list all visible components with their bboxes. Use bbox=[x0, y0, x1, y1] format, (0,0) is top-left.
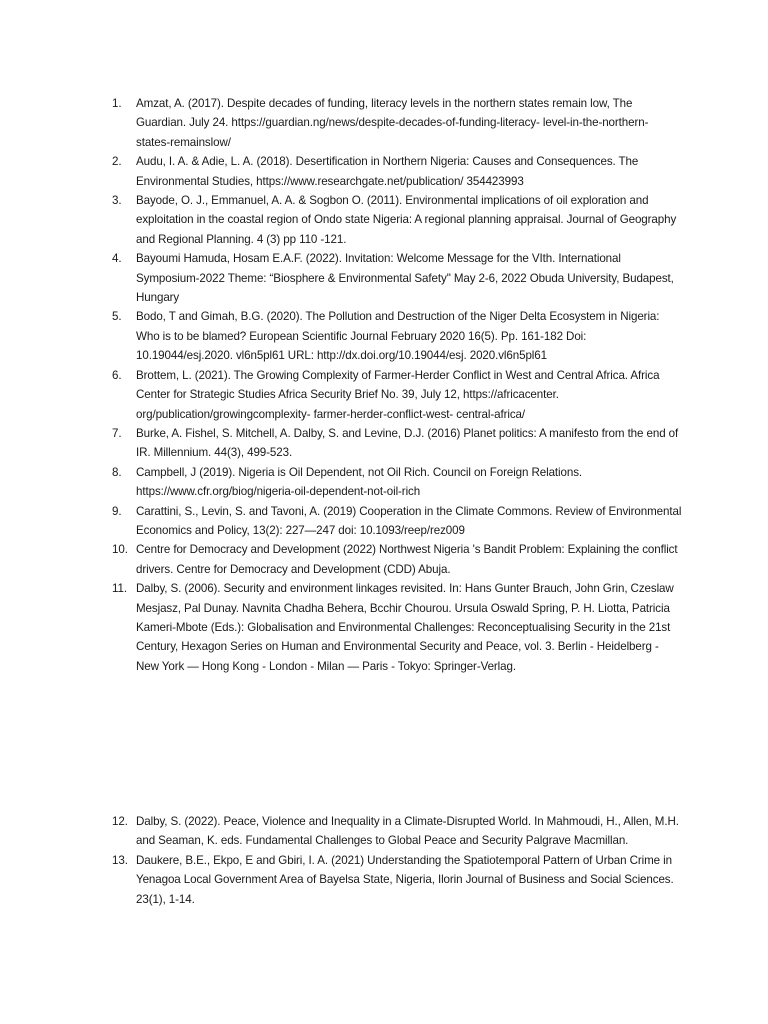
reference-text: Dalby, S. (2022). Peace, Violence and Inequality in a Climate-Disrupted World. In Mahmoudi, H., Allen, M.H. and Seaman, K. eds. Fundamental Challenges to Global Peace and Security Palgrave Macmillan. bbox=[136, 815, 679, 848]
reference-number: 12. bbox=[112, 815, 128, 828]
reference-number: 5. bbox=[112, 310, 122, 324]
reference-item bbox=[112, 851, 682, 909]
reference-item bbox=[112, 424, 682, 463]
reference-item bbox=[112, 307, 682, 365]
reference-item bbox=[112, 366, 682, 424]
reference-number: 4. bbox=[112, 252, 122, 266]
reference-text: Bayoumi Hamuda, Hosam E.A.F. (2022). Invitation: Welcome Message for the VIth. International Symposium-2022 Theme: “Biosphere & Environmental Safety" May 2-6, 2022 Obuda University, Budapest, Hungary bbox=[136, 252, 674, 305]
reference-number: 13. bbox=[112, 853, 128, 867]
reference-number: 7. bbox=[112, 426, 122, 440]
reference-number: 11. bbox=[112, 582, 127, 596]
reference-item bbox=[112, 94, 682, 152]
reference-number: 3. bbox=[112, 194, 122, 208]
reference-item bbox=[112, 812, 682, 851]
reference-item bbox=[112, 249, 682, 307]
reference-number: 6. bbox=[112, 368, 122, 382]
reference-text: Burke, A. Fishel, S. Mitchell, A. Dalby, S. and Levine, D.J. (2016) Planet politics: A manifesto from the end of IR. Millennium. 44(3), 499-523. bbox=[136, 426, 679, 460]
reference-item bbox=[112, 152, 682, 191]
reference-number: 8. bbox=[112, 465, 122, 479]
reference-number: 10. bbox=[112, 543, 128, 557]
reference-item bbox=[112, 463, 682, 502]
reference-text: Brottem, L. (2021). The Growing Complexity of Farmer-Herder Conflict in West and Central Africa. Africa Center for Strategic Studies Africa Security Brief No. 39, July 12, https://africacenter. org/publication/growingcomplexity- farmer-herder-conflict-west- central-africa/ bbox=[136, 368, 660, 421]
reference-number: 2. bbox=[112, 155, 122, 169]
reference-list bbox=[112, 94, 682, 676]
reference-number: 1. bbox=[112, 97, 122, 110]
reference-number: 9. bbox=[112, 504, 122, 518]
reference-text: Carattini, S., Levin, S. and Tavoni, A. (2019) Cooperation in the Climate Commons. Review of Environmental Economics and Policy, 13(2): 227—247 doi: 10.1093/reep/rez009 bbox=[136, 504, 682, 537]
reference-text: Amzat, A. (2017). Despite decades of funding, literacy levels in the northern states remain low, The Guardian. July 24. https://guardian.ng/news/despite-decades-of-funding-literacy- level-in-the-northern-states-remainslow/ bbox=[136, 97, 649, 149]
reference-item bbox=[112, 540, 682, 579]
reference-item bbox=[112, 191, 682, 249]
reference-item bbox=[112, 502, 682, 541]
reference-text: Bayode, O. J., Emmanuel, A. A. & Sogbon O. (2011). Environmental implications of oil exploration and exploitation in the coastal region of Ondo state Nigeria: A regional planning appraisal. Journal of Geography and Regional Planning. 4 (3) pp 110 -121. bbox=[136, 194, 677, 246]
reference-item bbox=[112, 579, 682, 676]
reference-text: Campbell, J (2019). Nigeria is Oil Dependent, not Oil Rich. Council on Foreign Relations. https://www.cfr.org/biog/nigeria-oil-dependent-not-oil-rich bbox=[136, 465, 583, 499]
reference-text: Centre for Democracy and Development (2022) Northwest Nigeria 's Bandit Problem: Explaining the conflict drivers. Centre for Democracy and Development (CDD) Abuja. bbox=[136, 543, 678, 576]
reference-text: Daukere, B.E., Ekpo, E and Gbiri, I. A. (2021) Understanding the Spatiotemporal Pattern of Urban Crime in Yenagoa Local Government Area of Bayelsa State, Nigeria, Ilorin Journal of Business and Social Sciences. 23(1), 1-14. bbox=[136, 853, 674, 906]
reference-text: Audu, I. A. & Adie, L. A. (2018). Desertification in Northern Nigeria: Causes and Consequences. The Environmental Studies, https://www.researchgate.net/publication/ 354423993 bbox=[136, 155, 639, 188]
reference-text: Bodo, T and Gimah, B.G. (2020). The Pollution and Destruction of the Niger Delta Ecosystem in Nigeria: Who is to be blamed? European Scientific Journal February 2020 16(5). Pp. 161-182 Doi: 10.19044/esj.2020. vl6n5pl61 URL: http://dx.doi.org/10.19044/esj. 2020.vl6n5pl61 bbox=[136, 310, 660, 363]
reference-text: Dalby, S. (2006). Security and environment linkages revisited. In: Hans Gunter Brauch, John Grin, Czeslaw Mesjasz, Pal Dunay. Navnita Chadha Behera, Bcchir Chourou. Ursula Oswald Spring, P. H. Liotta, Patricia Kameri-Mbote (Eds.): Globalisation and Environmental Challenges: Reconceptualising Security in the 21st Century, Hexagon Series on Human and Environmental Security and Peace, vol. 3. Berlin - Heidelberg - New York — Hong Kong - London - Milan — Paris - Tokyo: Springer-Verlag. bbox=[136, 582, 674, 673]
reference-list-continued bbox=[112, 812, 682, 909]
